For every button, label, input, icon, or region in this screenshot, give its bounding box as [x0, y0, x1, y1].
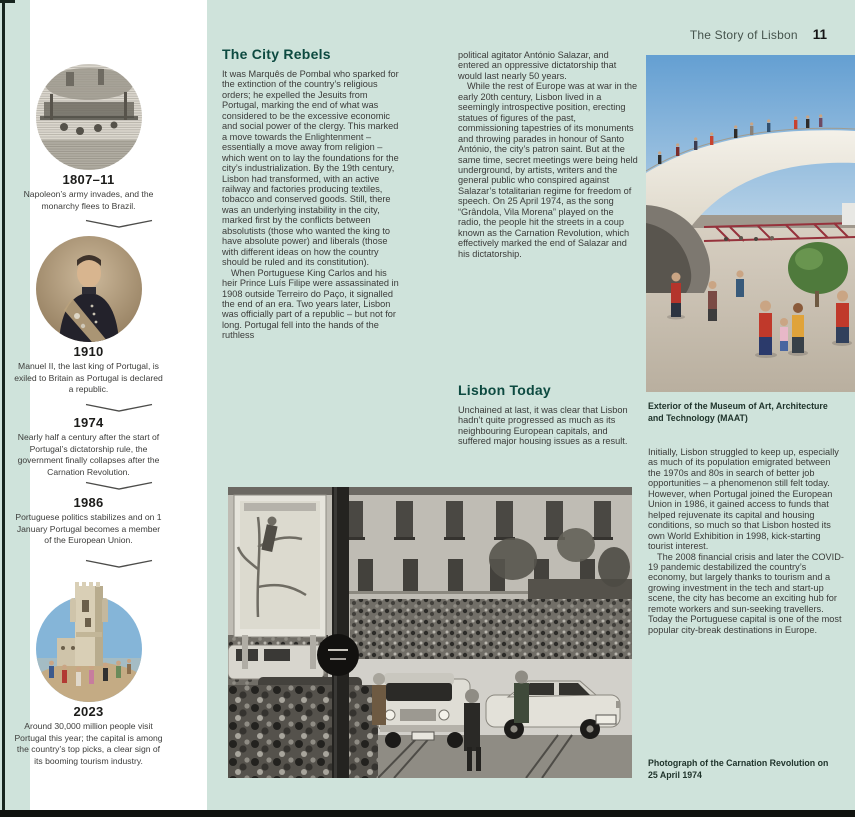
chevron-down-icon: [84, 219, 154, 229]
page-number: 11: [812, 27, 827, 42]
timeline-entry-2023: [0, 574, 177, 767]
revolution-photo-caption: Photograph of the Carnation Revolution on 25 April 1974: [648, 758, 829, 781]
timeline-date: 1910: [73, 344, 104, 359]
timeline-date: 2023: [73, 704, 104, 719]
timeline-entry-1807: [0, 64, 177, 212]
body-paragraph: When Portuguese King Carlos and his heir Prince Luís Filipe were assassinated in 1908 outside Terreiro do Paço, it signalled the end of an era. Two years later, Lisbon was officially part of a republic – but not for long. Portugal fell into the hands of the ruthless: [222, 267, 399, 341]
manuel-ii-photo: [36, 236, 142, 342]
section-heading-lisbon-today: Lisbon Today: [458, 382, 551, 398]
chevron-down-icon: [84, 559, 154, 569]
timeline-caption: Portuguese politics stabilizes and on 1 January Portugal becomes a member of the European Union.: [15, 512, 162, 546]
body-paragraph: While the rest of Europe was at war in the early 20th century, Lisbon lived in a seemingly introspective position, erecting statues of figures of the past, commissioning tapestries of its monuments and throwing parades in honour of Santo António, the city’s patron saint. But at the same time, secret meetings were being held underground, by artists, writers and the general public who conspired against Salazar’s totalitarian regime for freedom of speech. On 25 April 1974, as the song “Grândola, Vila Morena” played on the radio, the people hit the streets in a coup known as the Carnation Revolution, which effectively marked the end of Salazar and his dictatorship.: [458, 81, 638, 259]
napoleon-engraving-photo: [36, 64, 142, 170]
timeline-date: 1986: [73, 495, 104, 510]
belem-tower-photo: [29, 574, 149, 702]
carnation-revolution-photo: [228, 487, 632, 778]
article-column-2: [458, 50, 639, 259]
timeline-date: 1974: [73, 415, 104, 430]
timeline-caption: Around 30,000 million people visit Portugal this year; the capital is among the country’s top picks, a clear sign of its booming tourism industry.: [14, 721, 163, 766]
chevron-down-icon: [84, 403, 154, 413]
timeline-caption: Manuel II, the last king of Portugal, is exiled to Britain as Portugal is declared a republic.: [14, 361, 163, 395]
article-lisbon-today: [458, 382, 639, 447]
body-paragraph: political agitator António Salazar, and entered an oppressive dictatorship that would last nearly 50 years.: [458, 50, 617, 81]
body-paragraph: The 2008 financial crisis and later the COVID-19 pandemic destabilized the country’s economy, but largely thanks to tourism and a growing investment in the tech and start-up scene, the city has become an exciting hub for remote workers and sun-seeking travellers. Today the Portuguese capital is one of the most popular city-break destinations in Europe.: [648, 551, 844, 635]
body-paragraph: Unchained at last, it was clear that Lisbon hadn’t quite progressed as much as its neighbouring European capitals, and suffered major housing issues as a result.: [458, 405, 628, 447]
page-header: [690, 27, 827, 42]
timeline-caption: Napoleon’s army invades, and the monarchy flees to Brazil.: [23, 189, 154, 211]
page-footer-bar: [0, 810, 855, 817]
timeline-date: 1807–11: [62, 172, 115, 187]
running-head: The Story of Lisbon: [689, 28, 798, 42]
maat-museum-photo: [646, 55, 855, 392]
timeline-caption: Nearly half a century after the start of Portugal’s dictatorship rule, the government finally collapses after the Carnation Revolution.: [17, 432, 160, 477]
section-heading-city-rebels: The City Rebels: [222, 46, 331, 62]
timeline-rail-cap: [0, 0, 15, 3]
timeline-entry-1986: [0, 493, 177, 547]
article-column-1: [222, 46, 402, 341]
chevron-down-icon: [84, 481, 154, 491]
body-paragraph: Initially, Lisbon struggled to keep up, especially as much of its population emigrated between the 1970s and 80s in search of better job opportunities – a phenomenon still felt today. However, when Portugal joined the European Union in 1986, it gained access to funds that helped rejuvenate its capital and housing conditions, so much so that Lisbon hosted its own World Exhibition in 1998, kick-starting tourist interest.: [648, 447, 839, 552]
maat-photo-caption: Exterior of the Museum of Art, Architecture and Technology (MAAT): [648, 401, 828, 424]
article-column-3: [648, 447, 845, 635]
body-paragraph: It was Marquês de Pombal who sparked for the extinction of the country’s religious orders; he expelled the Jesuits from Portugal, marking the end of what was considered to be the excessive economic and social power of the clergy. This marked a move towards the Enlightenment – essentially a move away from religion – which went on to lay the foundations for the city’s industrialization. By the 19th century, Lisbon had transformed, with an active railway and factories producing textiles, tobacco and conserved goods. Still, there was an underlying instability in the city, marked first by the conflicts between absolutists (those who wanted the king to have absolute power) and liberals (those with different ideas on how the country should be ruled and its constitution).: [222, 69, 399, 268]
timeline-entry-1974: [0, 413, 177, 478]
timeline-entry-1910: [0, 236, 177, 396]
